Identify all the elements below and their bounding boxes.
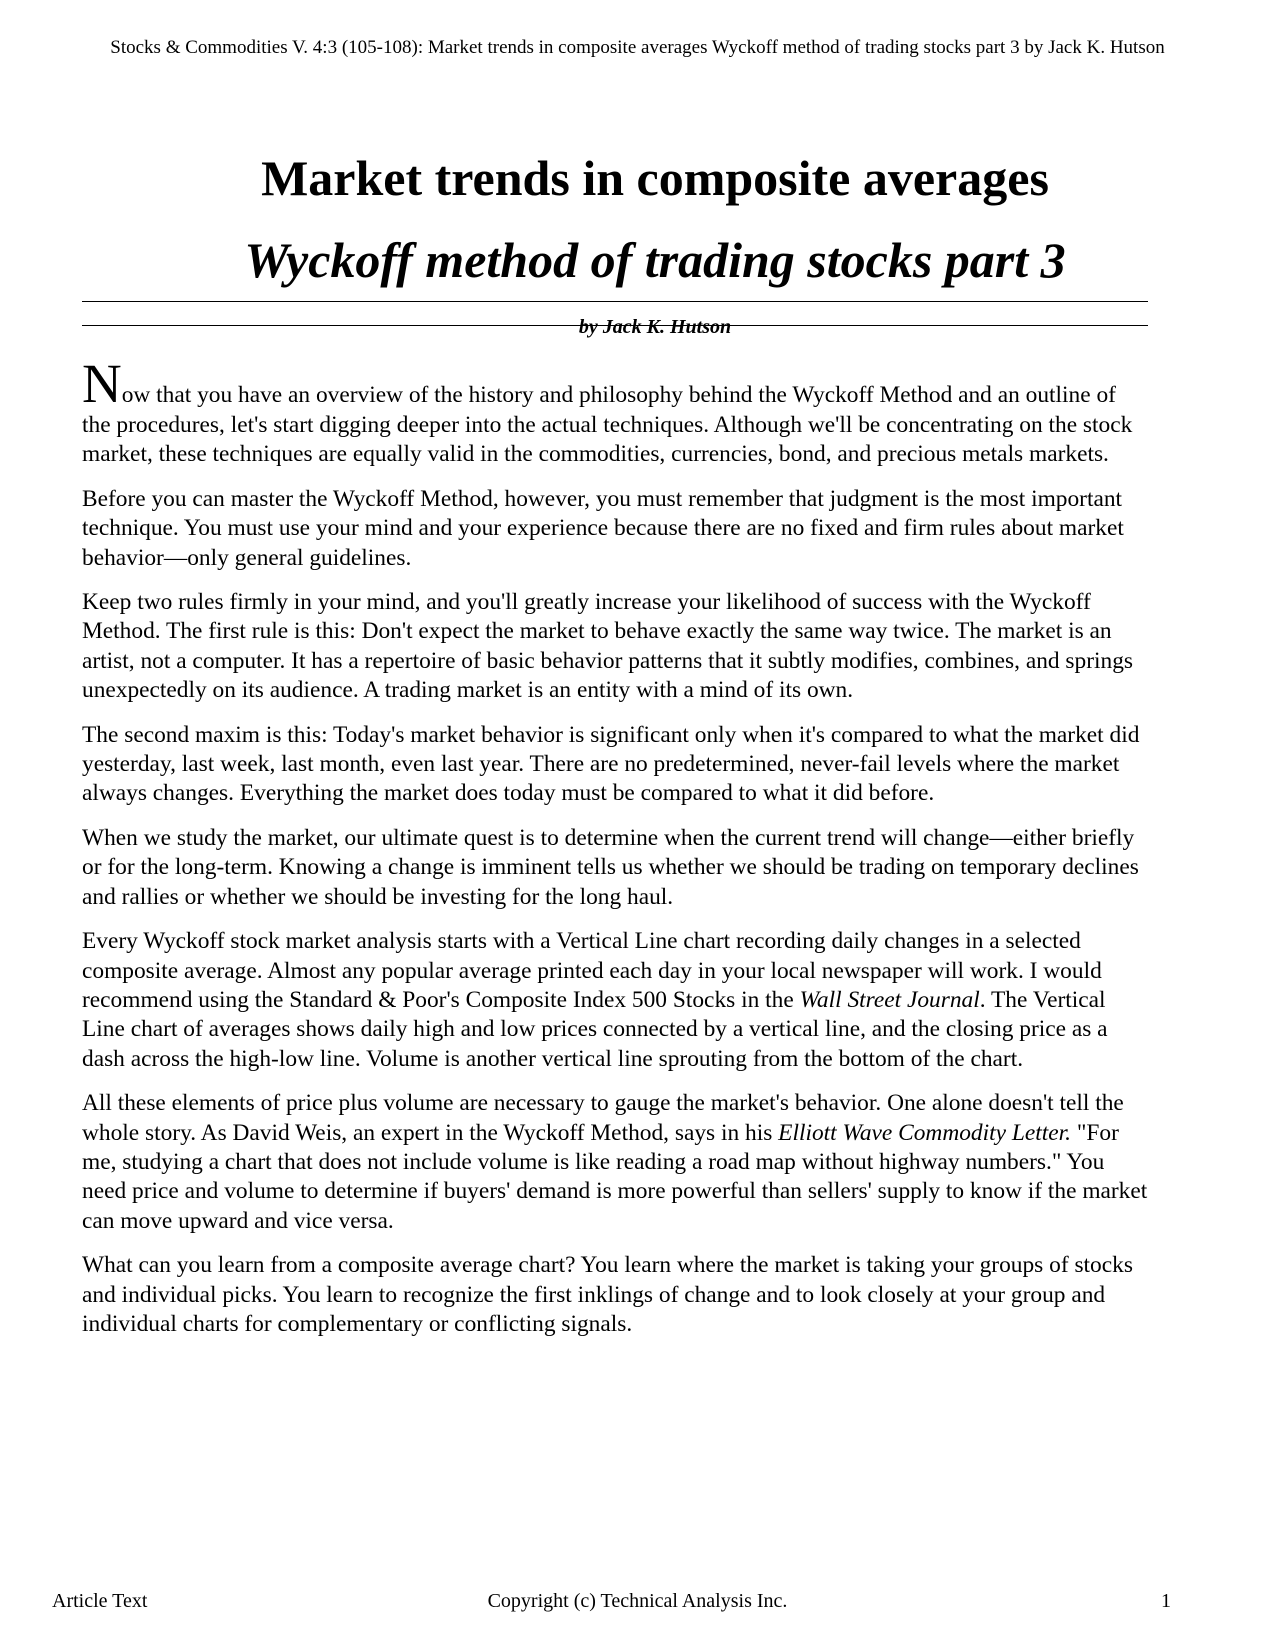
paragraph-2: Before you can master the Wyckoff Method, however, you must remember that judgment is the most important technique. You must use your mind and your experience because there are no fixed and firm rules about market behavior—only general guidelines. [82, 485, 1124, 571]
article-subtitle: Wyckoff method of trading stocks part 3 [244, 232, 1066, 288]
article-body [82, 353, 1148, 1354]
paragraph-1-text: ow that you have an overview of the history and philosophy behind the Wyckoff Method and an outline of the procedures, let's start digging deeper into the actual techniques. Although we'll be concentrating on the stock market, these techniques are equally valid in the commodities, currencies, bond, and precious metals markets. [82, 382, 1133, 468]
footer-label: Article Text [52, 1590, 148, 1612]
paragraph-5: When we study the market, our ultimate quest is to determine when the current trend will change—either briefly or for the long-term. Knowing a change is imminent tells us whether we should be trading on temporary declines and rallies or whether we should be investing for the long haul. [82, 824, 1139, 910]
page-number: 1 [1161, 1590, 1171, 1612]
drop-cap: N [82, 353, 122, 414]
paragraph-6-text-a: Every Wyckoff stock market analysis starts with a Vertical Line chart recording daily changes in a selected composite average. Almost any popular average printed each day in your local newspaper will work. I would recommend using the Standard & Poor's Composite Index 500 Stocks in the [82, 928, 1102, 1013]
paragraph-6 [82, 927, 1148, 1074]
paragraph-1 [82, 353, 1148, 470]
publication-name-elliott: Elliott Wave Commodity Letter. [778, 1119, 1071, 1146]
footer-copyright: Copyright (c) Technical Analysis Inc. [487, 1590, 788, 1612]
paragraph-4: The second maxim is this: Today's market behavior is significant only when it's compared to what the market did yesterday, last week, last month, even last year. There are no predetermined, never-fail levels where the market always changes. Everything the market does today must be compared to what it did before. [82, 721, 1140, 807]
byline-top-rule [82, 301, 1148, 302]
paragraph-3: Keep two rules firmly in your mind, and you'll greatly increase your likelihood of success with the Wyckoff Method. The first rule is this: Don't expect the market to behave exactly the same way twice. The market is an artist, not a computer. It has a repertoire of basic behavior patterns that it subtly modifies, combines, and springs unexpectedly on its audience. A trading market is an entity with a mind of its own. [82, 589, 1134, 704]
article-title: Market trends in composite averages [261, 150, 1049, 206]
byline-bottom-rule [82, 325, 1148, 326]
byline: by Jack K. Hutson [578, 316, 732, 338]
paragraph-6-text-b: . The Vertical Line chart of averages shows daily high and low prices connected by a vertical line, and the closing price as a dash across the high-low line. Volume is another vertical line sprouting from the bottom of the chart. [82, 986, 1108, 1072]
running-header: Stocks & Commodities V. 4:3 (105-108): Market trends in composite averages Wyckoff method of trading stocks part 3 by Jack K. Hutson [110, 37, 1165, 58]
paragraph-8: What can you learn from a composite average chart? You learn where the market is taking your groups of stocks and individual picks. You learn to recognize the first inklings of change and to look closely at your group and individual charts for complementary or conflicting signals. [82, 1252, 1133, 1337]
paragraph-7-text-a: All these elements of price plus volume are necessary to gauge the market's behavior. One alone doesn't tell the whole story. As David Weis, an expert in the Wyckoff Method, says in his [82, 1090, 1124, 1146]
paragraph-7 [82, 1089, 1148, 1236]
publication-name-wsj: Wall Street Journal [799, 986, 980, 1013]
paragraph-7-text-b: "For me, studying a chart that does not include volume is like reading a road map without highway numbers." You need price and volume to determine if buyers' demand is more powerful than sellers' supply to know if the market can move upward and vice versa. [82, 1119, 1148, 1234]
